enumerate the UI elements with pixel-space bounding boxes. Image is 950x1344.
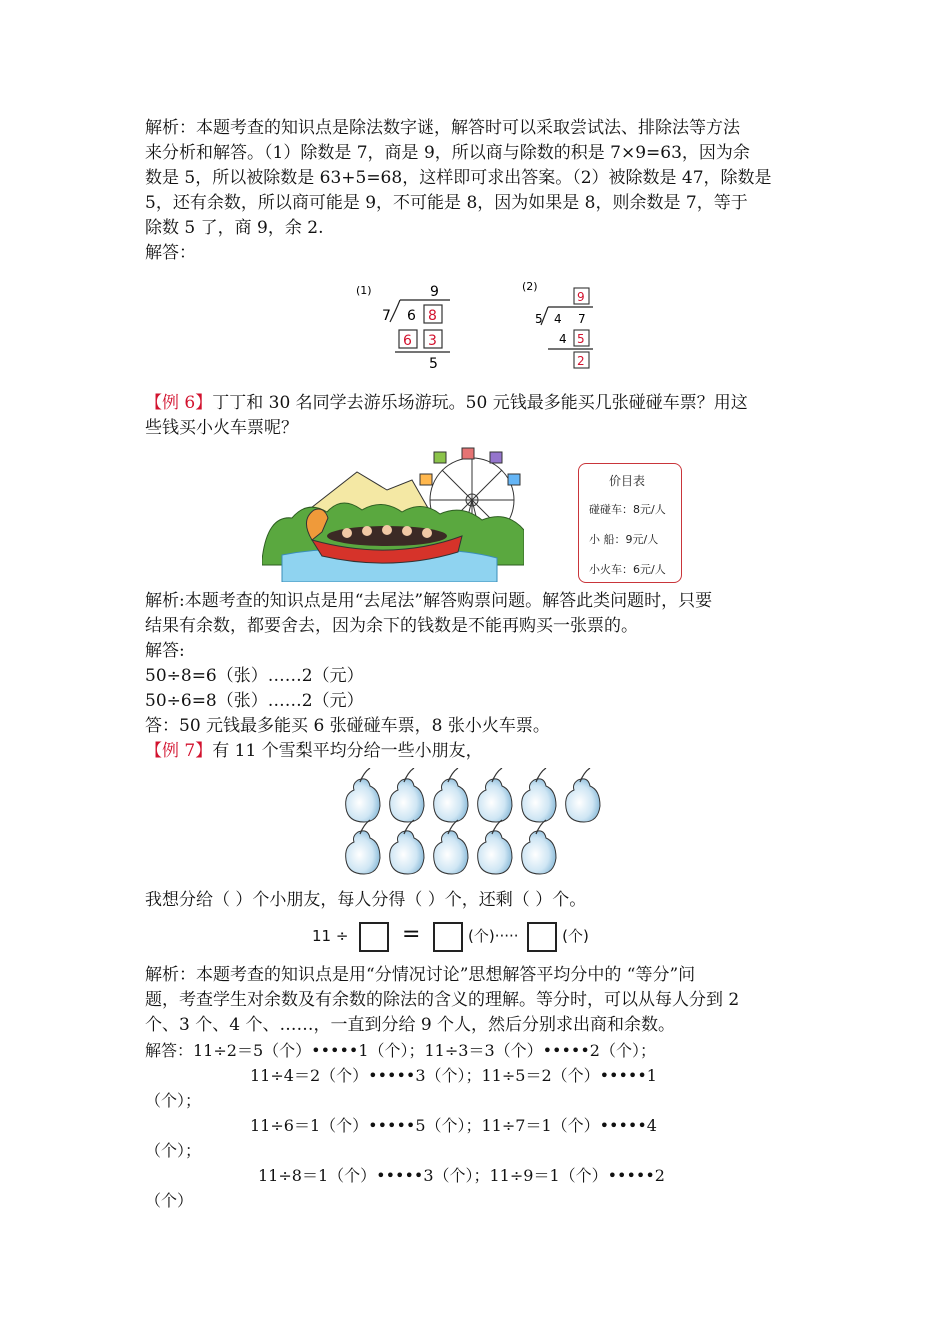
analysis6-final: 答：50 元钱最多能买 6 张碰碰车票，8 张小火车票。 xyxy=(145,716,550,736)
analysis7-line2: 题，考查学生对余数及有余数的除法的含义的理解。等分时，可以从每人分到 2 xyxy=(145,990,740,1010)
pear-10 xyxy=(478,820,512,874)
pear-5 xyxy=(522,768,556,822)
puzzle-1-label: (1) xyxy=(356,284,372,297)
equation-prefix: 11 ÷ xyxy=(312,927,349,945)
analysis7-result-6: 11÷8＝1（个）•••••3（个）；11÷9＝1（个）•••••2 xyxy=(258,1166,665,1185)
analysis5-line3: 数是 5，所以被除数是 63+5=68，这样即可求出答案。（2）被除数是 47，除数是 xyxy=(145,168,772,188)
price-table-title: 价目表 xyxy=(609,474,646,488)
analysis7-result-5: （个）； xyxy=(145,1141,202,1160)
example7-equation xyxy=(312,918,589,953)
analysis5-line5: 除数 5 了，商 9，余 2. xyxy=(145,218,324,238)
price-table xyxy=(578,463,682,583)
analysis6-line1: 解析:本题考查的知识点是用“去尾法”解答购票问题。解答此类问题时，只要 xyxy=(145,591,713,611)
analysis6-eq2: 50÷6=8（张）……2（元） xyxy=(145,691,364,711)
puzzle-2-quotient: 9 xyxy=(577,290,585,304)
equation-unit-1: (个)····· xyxy=(468,927,519,945)
analysis7-line3: 个、3 个、4 个、……，一直到分给 9 个人，然后分别求出商和余数。 xyxy=(145,1015,676,1035)
analysis6-line2: 结果有余数，都要舍去，因为余下的钱数是不能再购买一张票的。 xyxy=(145,616,638,636)
pear-3 xyxy=(434,768,468,822)
divisor-answer-box[interactable] xyxy=(359,922,389,952)
analysis7-result-7: （个） xyxy=(145,1191,194,1210)
analysis7-result-1: 解答：11÷2＝5（个）•••••1（个）；11÷3＝3（个）•••••2（个）； xyxy=(145,1041,656,1060)
equation-unit-2: (个) xyxy=(562,927,589,945)
analysis6-answer-label: 解答: xyxy=(145,641,185,661)
puzzle-1-remainder: 5 xyxy=(429,356,438,372)
puzzle-2-product-tens: 4 xyxy=(559,332,567,346)
puzzle-1-dividend-tens: 6 xyxy=(407,308,416,324)
puzzle-2 xyxy=(522,280,593,368)
puzzle-1 xyxy=(356,284,450,372)
puzzle-2-label: (2) xyxy=(522,280,538,293)
quotient-answer-box[interactable] xyxy=(433,922,463,952)
remainder-answer-box[interactable] xyxy=(527,922,557,952)
pears-illustration xyxy=(330,768,610,880)
puzzle-1-product-tens: 6 xyxy=(403,333,412,349)
puzzle-2-dividend-tens: 4 xyxy=(554,312,562,326)
puzzle-2-divisor: 5 xyxy=(535,312,543,326)
pear-11 xyxy=(522,820,556,874)
puzzle-1-divisor: 7 xyxy=(382,308,391,324)
analysis5-line4: 5，还有余数，所以商可能是 9，不可能是 8，因为如果是 8，则余数是 7，等于 xyxy=(145,193,748,213)
puzzle-2-product-ones: 5 xyxy=(577,332,585,346)
puzzle-2-remainder: 2 xyxy=(577,354,585,368)
puzzle-1-product-ones: 3 xyxy=(428,333,437,349)
puzzle-1-quotient: 9 xyxy=(430,284,439,300)
pear-8 xyxy=(390,820,424,874)
pear-4 xyxy=(478,768,512,822)
analysis5-line1: 解析：本题考查的知识点是除法数字谜，解答时可以采取尝试法、排除法等方法 xyxy=(145,118,740,138)
analysis6-eq1: 50÷8=6（张）……2（元） xyxy=(145,666,364,686)
analysis7-result-2: 11÷4＝2（个）•••••3（个）；11÷5＝2（个）•••••1 xyxy=(250,1066,657,1085)
example6-line2: 些钱买小火车票呢？ xyxy=(145,418,298,438)
example6-line1 xyxy=(145,391,748,416)
division-puzzle-figure xyxy=(350,278,610,373)
puzzle-2-dividend-ones: 7 xyxy=(578,312,586,326)
pear-1 xyxy=(346,768,380,822)
price-row-boat: 小 船：9元/人 xyxy=(589,533,659,546)
analysis5-line2: 来分析和解答。（1）除数是 7，商是 9，所以商与除数的积是 7×9=63，因为余 xyxy=(145,143,750,163)
amusement-park-illustration xyxy=(262,440,524,582)
example7-line1 xyxy=(145,739,483,764)
analysis7-line1: 解析：本题考查的知识点是用“分情况讨论”思想解答平均分中的 “等分”问 xyxy=(145,965,696,985)
example7-text: 有 11 个雪梨平均分给一些小朋友， xyxy=(212,741,483,761)
example6-tag: 【例 6】 xyxy=(145,393,213,413)
pear-9 xyxy=(434,820,468,874)
price-row-train: 小火车：6元/人 xyxy=(589,563,666,576)
pear-2 xyxy=(390,768,424,822)
example6-text: 丁丁和 30 名同学去游乐场游玩。50 元钱最多能买几张碰碰车票？用这 xyxy=(212,393,748,413)
pear-6 xyxy=(566,768,600,822)
analysis7-result-4: 11÷6＝1（个）•••••5（个）；11÷7＝1（个）•••••4 xyxy=(250,1116,657,1135)
analysis7-result-3: （个）； xyxy=(145,1091,202,1110)
example7-fill-sentence: 我想分给（ ）个小朋友，每人分得（ ）个，还剩（ ）个。 xyxy=(145,890,587,910)
price-row-bumper-car: 碰碰车：8元/人 xyxy=(589,503,666,516)
analysis5-answer-label: 解答： xyxy=(145,243,196,263)
puzzle-1-dividend-ones: 8 xyxy=(428,308,437,324)
example7-tag: 【例 7】 xyxy=(145,741,213,761)
pear-7 xyxy=(346,820,380,874)
equation-equals: = xyxy=(402,922,421,947)
